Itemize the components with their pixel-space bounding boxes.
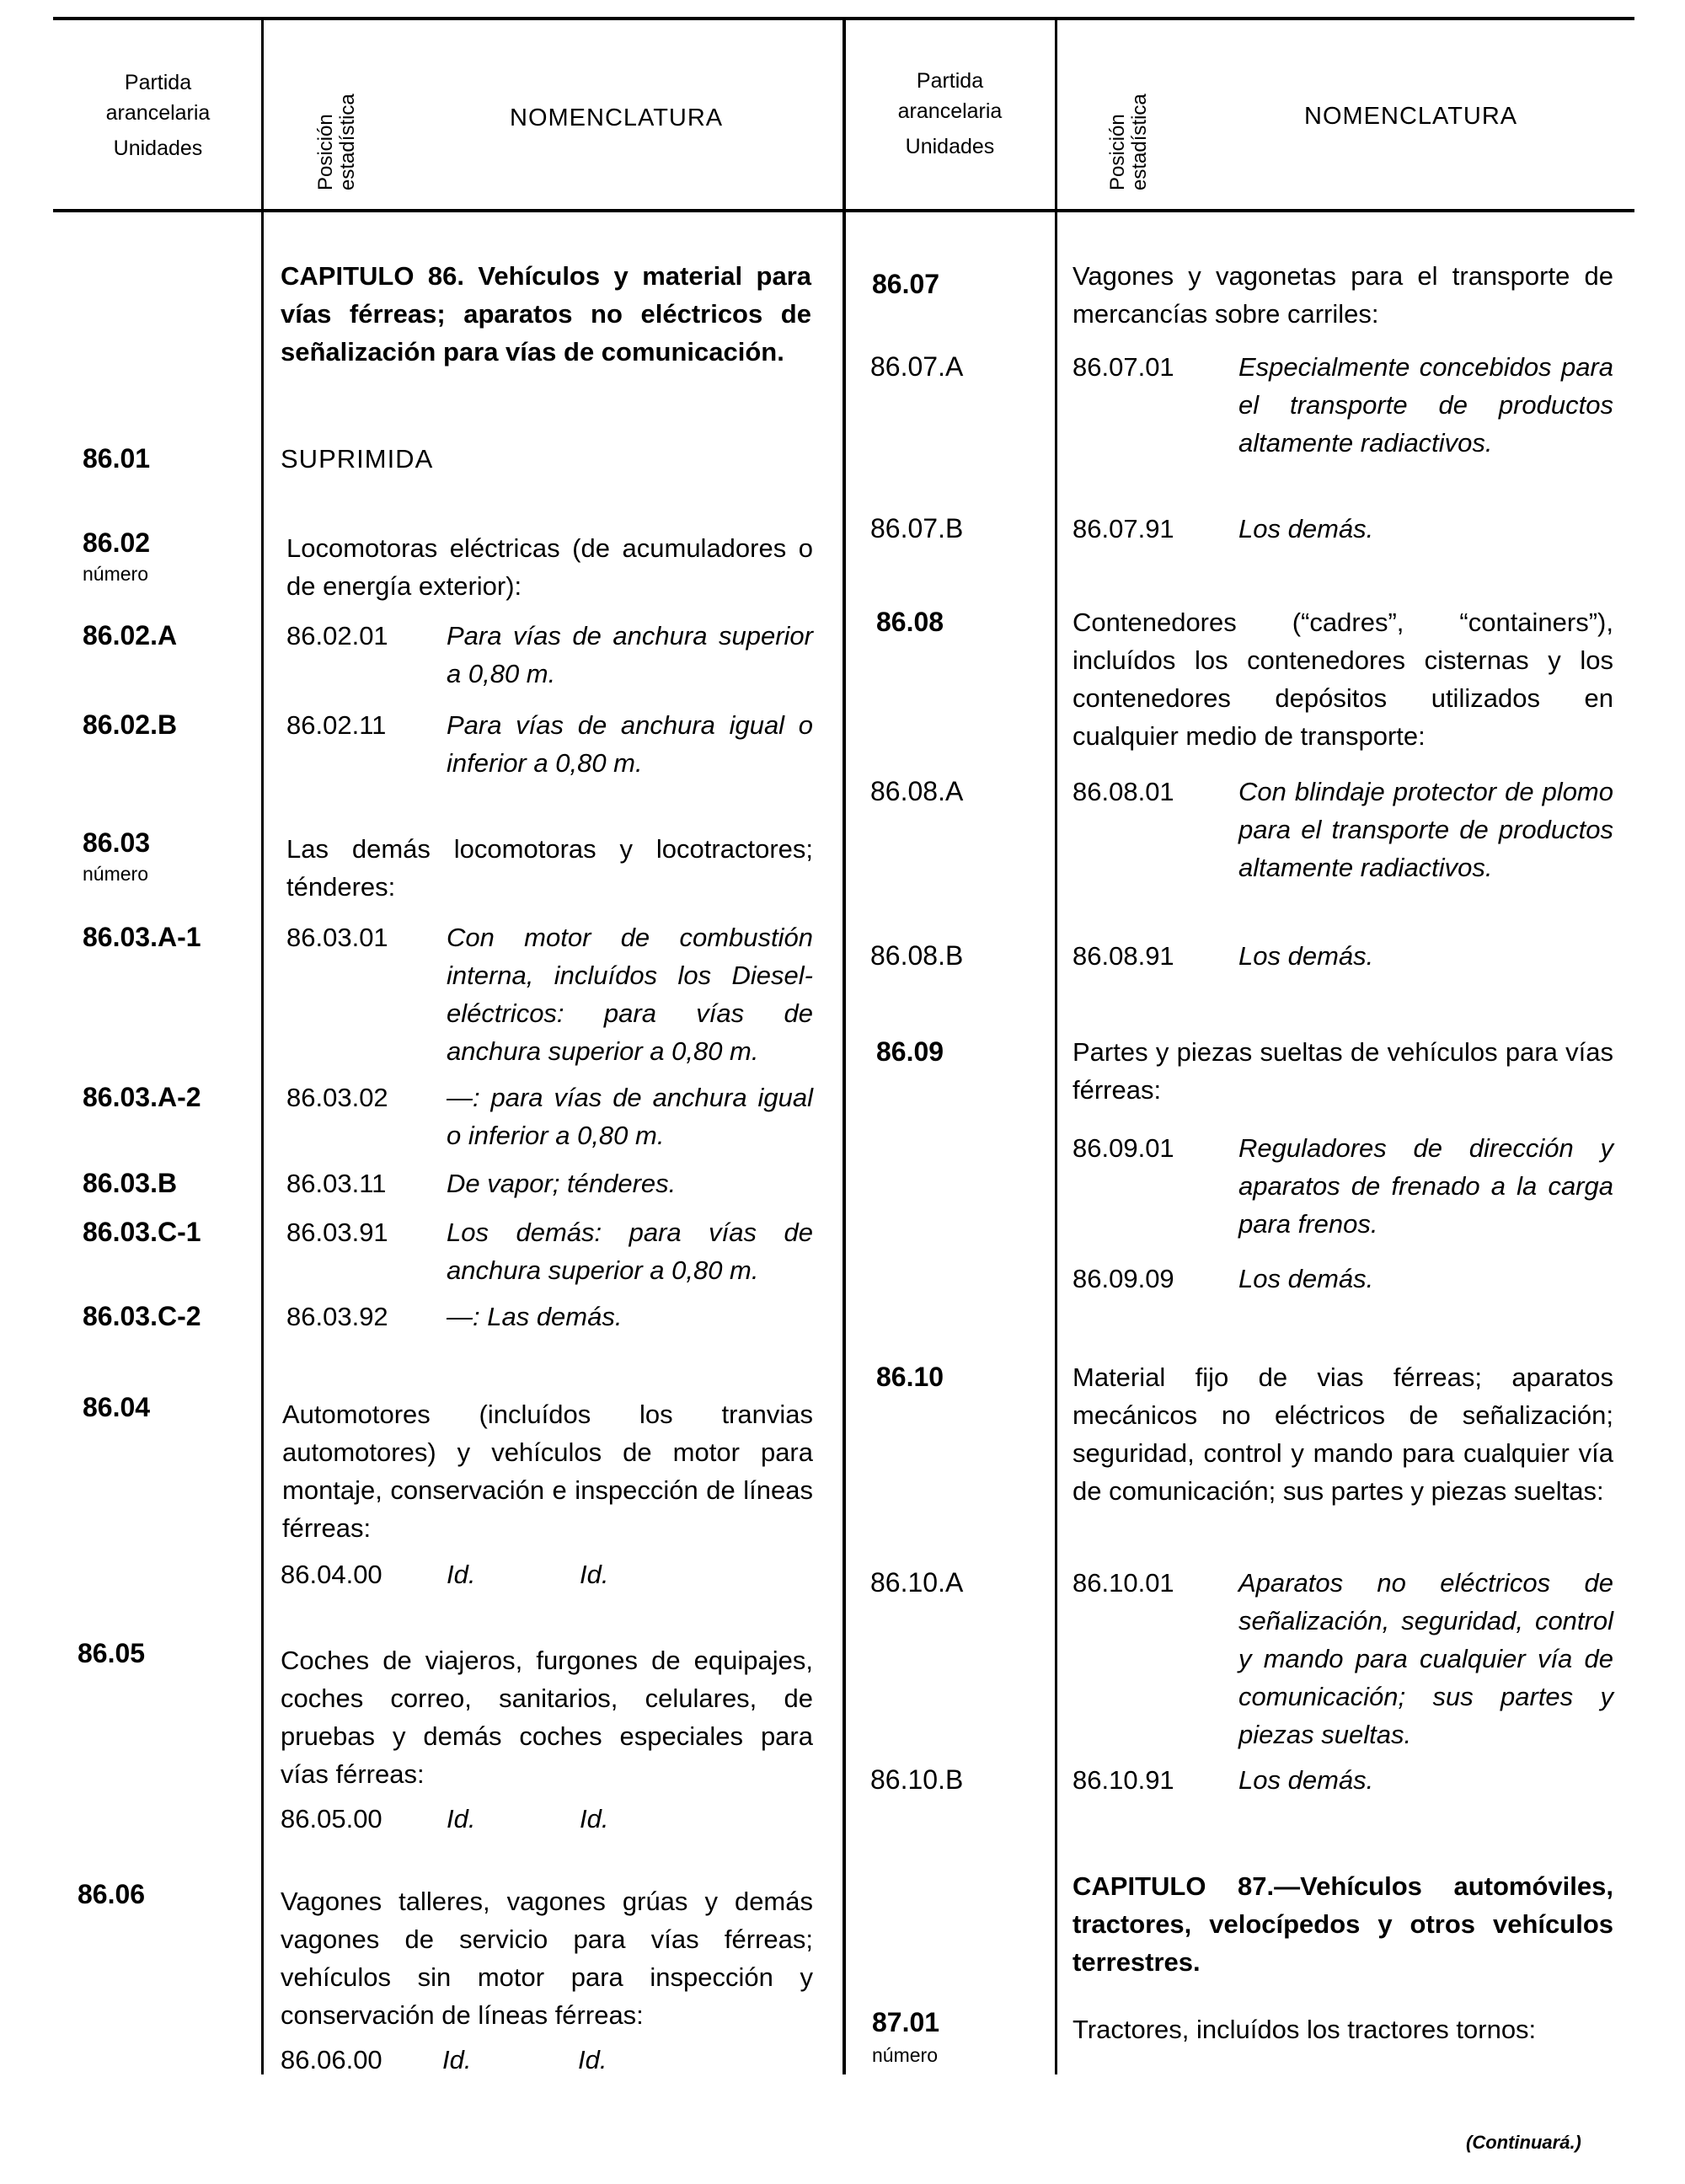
continuara-note: (Continuará.) [1466, 2132, 1581, 2153]
id-86-06-b: Id. [578, 2045, 607, 2074]
desc-86-05: Coches de viajeros, furgones de equipajes, coches correo, sanitarios, celulares, de pruebas y demás coches especiales para vías férreas: [281, 1646, 813, 1789]
header-posicion-left: Posición estadística [314, 94, 359, 190]
id-86-05-a: Id. [447, 1804, 476, 1833]
pos-86-02-01: 86.02.01 [286, 621, 388, 650]
id-86-05-b: Id. [580, 1804, 609, 1833]
chapter-86-heading: CAPITULO 86. Vehículos y material para vías férreas; aparatos no eléctricos de señalización para vías de comunicación. [281, 261, 811, 367]
partida-86-10: 86.10 [876, 1362, 944, 1392]
partida-86-03: 86.03 [83, 827, 151, 858]
desc-86-02-01: Para vías de anchura superior a 0,80 m. [447, 621, 813, 688]
desc-86-03-91: Los demás: para vías de anchura superior a 0,80 m. [447, 1218, 813, 1285]
partida-86-10-b: 86.10.B [870, 1764, 964, 1795]
partida-86-05: 86.05 [78, 1638, 146, 1668]
partida-86-01: 86.01 [83, 443, 151, 474]
pos-86-03-02: 86.03.02 [286, 1083, 388, 1112]
col-divider-right-1 [1055, 19, 1057, 2074]
desc-87-01: Tractores, incluídos los tractores tornos: [1073, 2015, 1537, 2044]
pos-86-07-91: 86.07.91 [1073, 514, 1174, 543]
id-86-04-a: Id. [447, 1560, 476, 1589]
partida-87-01: 87.01 [872, 2007, 940, 2037]
id-86-06-a: Id. [442, 2045, 472, 2074]
desc-86-09-01: Reguladores de dirección y aparatos de frenado a la carga para frenos. [1238, 1133, 1613, 1239]
desc-86-10-01: Aparatos no eléctricos de señalización, seguridad, control y mando para cualquier vía de comunicación; sus partes y piezas sueltas. [1238, 1568, 1613, 1749]
desc-86-08: Contenedores (“cadres”, “containers”), incluídos los contenedores cisternas y los contenedores depósitos utilizados en cualquier medio de transporte: [1073, 608, 1613, 751]
desc-86-03-11: De vapor; ténderes. [447, 1169, 677, 1198]
desc-86-09: Partes y piezas sueltas de vehículos para vías férreas: [1073, 1037, 1613, 1105]
desc-86-02-11: Para vías de anchura igual o inferior a 0,80 m. [447, 710, 813, 778]
desc-86-10-91: Los demás. [1238, 1765, 1374, 1795]
partida-86-08-b: 86.08.B [870, 940, 964, 971]
partida-86-08-a: 86.08.A [870, 776, 964, 806]
desc-86-03-02: —: para vías de anchura igual o inferior a 0,80 m. [447, 1083, 813, 1150]
header-nomenclatura-left: NOMENCLATURA [510, 104, 724, 131]
desc-86-09-09: Los demás. [1238, 1264, 1374, 1293]
desc-86-06: Vagones talleres, vagones grúas y demás vagones de servicio para vías férreas; vehículos sin motor para inspección y conservación de líneas férreas: [281, 1887, 813, 2030]
partida-86-08: 86.08 [876, 607, 944, 637]
partida-86-02: 86.02 [83, 527, 151, 558]
pos-86-03-91: 86.03.91 [286, 1218, 388, 1247]
desc-86-01: SUPRIMIDA [281, 444, 434, 474]
desc-86-03-92: —: Las demás. [447, 1302, 623, 1331]
desc-86-03-01: Con motor de combustión interna, incluídos los Diesel-eléctricos: para vías de anchura superior a 0,80 m. [447, 923, 813, 1066]
header-nomenclatura-right: NOMENCLATURA [1304, 103, 1518, 130]
pos-86-10-91: 86.10.91 [1073, 1765, 1174, 1795]
desc-86-02: Locomotoras eléctricas (de acumuladores o de energía exterior): [286, 533, 813, 601]
partida-86-10-a: 86.10.A [870, 1567, 964, 1598]
pos-86-07-01: 86.07.01 [1073, 352, 1174, 382]
pos-86-08-01: 86.08.01 [1073, 777, 1174, 806]
col-divider-center [842, 19, 846, 2074]
col-divider-left-1 [261, 19, 264, 2074]
desc-86-08-01: Con blindaje protector de plomo para el transporte de productos altamente radiactivos. [1238, 777, 1613, 882]
pos-86-03-11: 86.03.11 [286, 1169, 387, 1198]
pos-86-06-00: 86.06.00 [281, 2045, 382, 2074]
header-partida-left: Partida arancelaria Unidades [105, 71, 211, 160]
header-posicion-right: Posición estadística [1106, 94, 1151, 190]
partida-86-03-c-2: 86.03.C-2 [83, 1301, 201, 1331]
partida-86-04: 86.04 [83, 1392, 151, 1422]
unit-87-01: número [872, 2044, 938, 2066]
chapter-87-heading: CAPITULO 87.—Vehículos automóviles, tractores, velocípedos y otros vehículos terrestres. [1073, 1871, 1613, 1977]
header-partida-right: Partida arancelaria Unidades [897, 69, 1003, 158]
partida-86-03-c-1: 86.03.C-1 [83, 1217, 201, 1247]
pos-86-03-01: 86.03.01 [286, 923, 388, 952]
partida-86-09: 86.09 [876, 1036, 944, 1067]
partida-86-07-a: 86.07.A [870, 351, 964, 382]
pos-86-09-01: 86.09.01 [1073, 1133, 1174, 1163]
pos-86-08-91: 86.08.91 [1073, 941, 1174, 971]
unit-86-02: número [83, 563, 148, 585]
desc-86-08-91: Los demás. [1238, 941, 1374, 971]
partida-86-06: 86.06 [78, 1879, 146, 1909]
pos-86-09-09: 86.09.09 [1073, 1264, 1174, 1293]
partida-86-03-a-2: 86.03.A-2 [83, 1082, 201, 1112]
pos-86-05-00: 86.05.00 [281, 1804, 382, 1833]
desc-86-03: Las demás locomotoras y locotractores; ténderes: [286, 834, 813, 902]
partida-86-07-b: 86.07.B [870, 513, 964, 543]
unit-86-03: número [83, 863, 148, 885]
partida-86-02-b: 86.02.B [83, 709, 178, 740]
id-86-04-b: Id. [580, 1560, 609, 1589]
desc-86-07-91: Los demás. [1238, 514, 1374, 543]
pos-86-04-00: 86.04.00 [281, 1560, 382, 1589]
desc-86-07-01: Especialmente concebidos para el transporte de productos altamente radiactivos. [1238, 352, 1613, 458]
desc-86-10: Material fijo de vias férreas; aparatos mecánicos no eléctricos de señalización; seguridad, control y mando para cualquier vía de comunicación; sus partes y piezas sueltas: [1073, 1362, 1613, 1506]
pos-86-10-01: 86.10.01 [1073, 1568, 1174, 1598]
desc-86-04: Automotores (incluídos los tranvias automotores) y vehículos de motor para montaje, conservación e inspección de líneas férreas: [282, 1400, 813, 1543]
desc-86-07: Vagones y vagonetas para el transporte de mercancías sobre carriles: [1073, 261, 1613, 329]
pos-86-02-11: 86.02.11 [286, 710, 387, 740]
partida-86-03-b: 86.03.B [83, 1168, 178, 1198]
pos-86-03-92: 86.03.92 [286, 1302, 388, 1331]
partida-86-07: 86.07 [872, 269, 940, 299]
partida-86-02-a: 86.02.A [83, 620, 178, 650]
partida-86-03-a-1: 86.03.A-1 [83, 922, 201, 952]
